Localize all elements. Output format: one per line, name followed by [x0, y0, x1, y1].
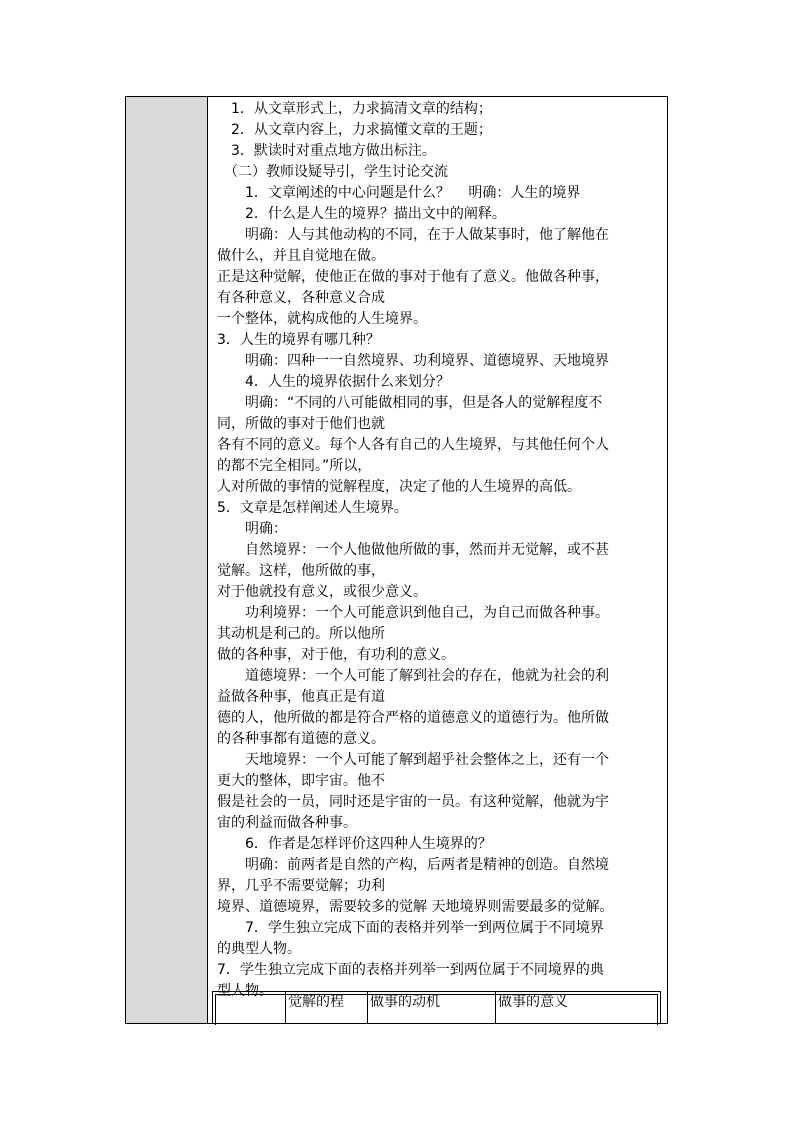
- text-line: 明确：人与其他动构的不同，在于人做某事时，他了解他在: [217, 227, 609, 243]
- text-line: 明确：四种一一自然境界、功利境界、道德境界、天地境界: [217, 353, 609, 369]
- lesson-plan-frame: [125, 96, 668, 1024]
- text-line: 更大的整体，即宇宙。他不: [217, 773, 385, 789]
- text-line: 境界、道德境界，需要较多的觉解 天地境界则需要最多的觉解。: [217, 899, 614, 915]
- table-header-cell-blank: [213, 992, 285, 1024]
- text-line: 做什么，并且自觉地在做。: [217, 248, 385, 264]
- left-margin-column: [126, 97, 208, 1023]
- text-line: 宙的利益而做各种事。: [217, 815, 357, 831]
- table-header-awareness: 觉解的程: [285, 992, 367, 1024]
- text-line: 明确：前两者是自然的产构，后两者是精神的创造。自然境: [217, 857, 609, 873]
- text-line: 各有不同的意义。每个人各有自己的人生境界，与其他任何个人: [217, 437, 609, 453]
- text-line: 1．文章阐述的中心问题是什么？ 明确：人生的境界: [217, 185, 581, 201]
- text-line: 明确：: [217, 521, 287, 537]
- text-line: （二）教师设疑导引，学生讨论交流: [217, 164, 448, 180]
- text-line: 的典型人物。: [217, 941, 301, 957]
- text-line: 道德境界：一个人可能了解到社会的存在，他就为社会的利: [217, 668, 609, 684]
- table-header-motive: 做事的动机: [367, 992, 495, 1024]
- text-line: 同，所做的事对于他们也就: [217, 416, 385, 432]
- text-line: 7．学生独立完成下面的表格并列举一到两位属于不同境界的典: [217, 962, 604, 978]
- text-line: 3．人生的境界有哪几种？: [217, 332, 380, 348]
- text-line: 的都不完全相同。”所以，: [217, 458, 372, 474]
- text-line: 7．学生独立完成下面的表格并列举一到两位属于不同境界: [217, 920, 604, 936]
- text-line: 德的人，他所做的都是符合严格的道德意义的道德行为。他所做: [217, 710, 609, 726]
- summary-table: [212, 991, 661, 1023]
- table-header-meaning: 做事的意义: [495, 992, 662, 1024]
- text-line: 界，几乎不需要觉解；功利: [217, 878, 385, 894]
- text-line: 的各种事都有道德的意义。: [217, 731, 385, 747]
- text-line: 4．人生的境界依据什么来划分？: [217, 374, 450, 390]
- text-line: 益做各种事，他真正是有道: [217, 689, 385, 705]
- text-line: 功利境界：一个人可能意识到他自己，为自己而做各种事。: [217, 605, 609, 621]
- text-line: 觉解。这样，他所做的事，: [217, 563, 385, 579]
- text-line: 自然境界：一个人他做他所做的事，然而并无觉解，或不甚: [217, 542, 609, 558]
- text-line: 型人物。: [217, 983, 273, 999]
- text-line: 正是这种觉解，使他正在做的事对于他有了意义。他做各种事，: [217, 269, 609, 285]
- text-line: 做的各种事，对于他，有功利的意义。: [217, 647, 455, 663]
- text-line: 一个整体，就构成他的人生境界。: [217, 311, 427, 327]
- text-line: 2．从文章内容上，力求搞懂文章的王题；: [217, 122, 492, 138]
- text-line: 有各种意义，各种意义合成: [217, 290, 385, 306]
- text-line: 对于他就投有意义，或很少意义。: [217, 584, 427, 600]
- text-line: 5．文章是怎样阐述人生境界。: [217, 500, 408, 516]
- text-line: 假是社会的一员，同时还是宇宙的一员。有这种觉解，他就为宇: [217, 794, 609, 810]
- text-line: 3．默读时对重点地方做出标注。: [217, 143, 436, 159]
- text-line: 2．什么是人生的境界？描出文中的阐释。: [217, 206, 506, 222]
- text-line: 天地境界：一个人可能了解到超乎社会整体之上，还有一个: [217, 752, 609, 768]
- text-line: 1．从文章形式上，力求搞清文章的结构；: [217, 101, 492, 117]
- text-line: 其动机是利己的。所以他所: [217, 626, 385, 642]
- text-line: 人对所做的事情的觉解程度，决定了他的人生境界的高低。: [217, 479, 581, 495]
- text-line: 明确：“不同的八可能做相同的事，但是各人的觉解程度不: [217, 395, 603, 411]
- text-line: 6．作者是怎样评价这四种人生境界的？: [217, 836, 492, 852]
